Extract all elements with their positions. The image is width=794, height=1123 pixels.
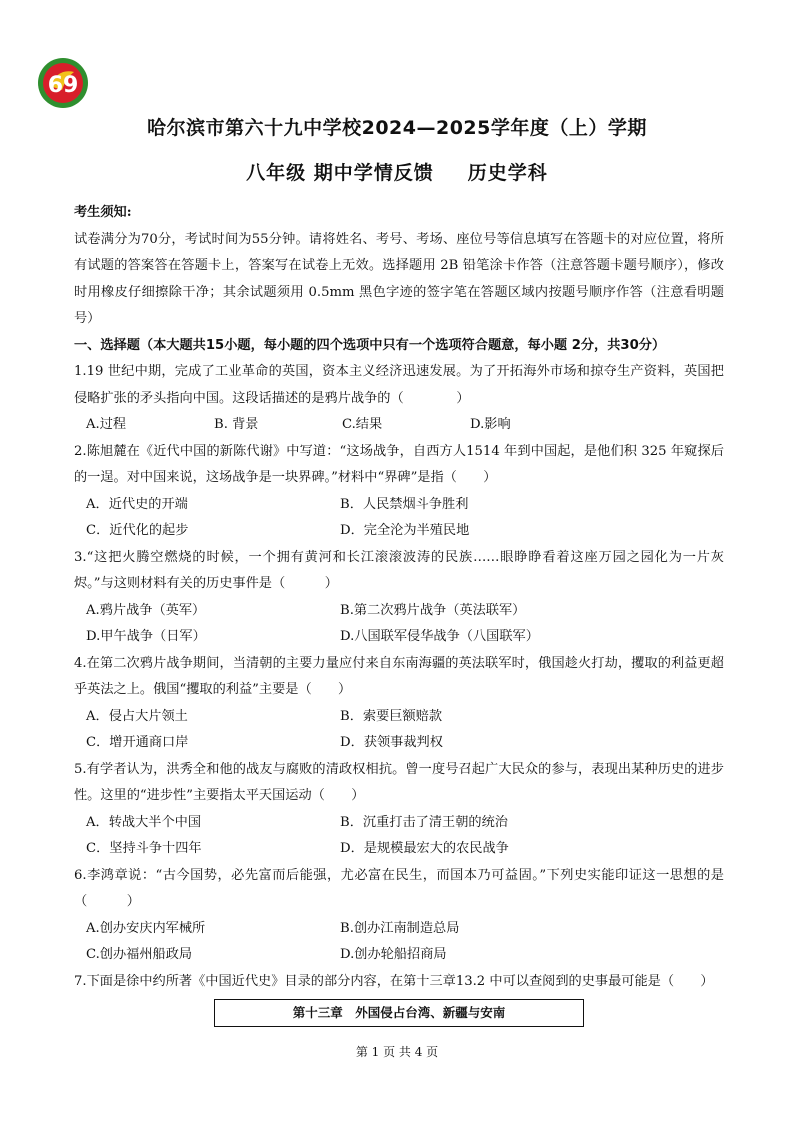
options-row-1 (74, 916, 724, 943)
notice-heading: 考生须知: (74, 205, 132, 220)
question-6 (74, 863, 724, 969)
question-stem: 4.在第二次鸦片战争期间，当清朝的主要力量应付来自东南海疆的英法联军时，俄国趁火打劫，攫取的利益更超乎英法之上。俄国“攫取的利益”主要是（ ） (74, 655, 724, 697)
question-1 (74, 359, 724, 439)
option-c: C．增开通商口岸 (86, 735, 189, 750)
option-a: A.鸦片战争（英军） (86, 602, 206, 618)
option-a: A．近代史的开端 (86, 496, 188, 512)
question-stem: 5.有学者认为，洪秀全和他的战友与腐败的清政权相抗。曾一度号召起广大民众的参与，表现出某种历史的进步性。这里的“进步性”主要指太平天国运动（ ） (74, 761, 724, 803)
question-stem: 2.陈旭麓在《近代中国的新陈代谢》中写道：“这场战争，自西方人1514 年到中国起，是他们积 325 年窥探后的一逞。对中国来说，这场战争是一块界碑。”材料中“界碑”是指（ ） (74, 443, 724, 485)
notice-text: 试卷满分为70分，考试时间为55分钟。请将姓名、考号、考场、座位号等信息填写在答题卡的对应位置，将所有试题的答案答在答题卡上，答案写在试卷上无效。选择题用 2B 铅笔涂卡作答（注意答题卡题号顺序），修改时用橡皮仔细擦除干净；其余试题须用 0.5mm 黑色字迹的签字笔在答题区域内按题号顺序作答（注意看明题号） (74, 231, 724, 326)
option-b: B. 背景 (214, 417, 259, 432)
question-stem: 6.李鸿章说：“古今国势，必先富而后能强，尤必富在民生，而国本乃可益固。”下列史实能印证这一思想的是（ ） (74, 867, 724, 909)
option-d: D．获领事裁判权 (340, 735, 443, 750)
option-b: B.创办江南制造总局 (340, 920, 460, 936)
grade-label: 八年级 期中学情反馈 (246, 162, 434, 184)
option-d: D.影响 (470, 417, 511, 432)
option-b: B．沉重打击了清王朝的统治 (340, 814, 508, 830)
document-title: 哈尔滨市第六十九中学校2024—2025学年度（上）学期 (147, 117, 647, 139)
option-c: C．坚持斗争十四年 (86, 841, 202, 856)
options-row-1 (74, 810, 724, 837)
question-stem: 1.19 世纪中期，完成了工业革命的英国，资本主义经济迅速发展。为了开拓海外市场和掠夺生产资料，英国把侵略扩张的矛头指向中国。这段话描述的是鸦片战争的（ ） (74, 364, 724, 406)
exam-content (74, 200, 724, 1027)
question-stem: 3.“这把火腾空燃烧的时候，一个拥有黄河和长江滚滚波涛的民族……眼睁睁看着这座万园之园化为一片灰烬。”与这则材料有关的历史事件是（ ） (74, 549, 724, 591)
option-d: D．是规模最宏大的农民战争 (340, 841, 509, 856)
option-c: C.创办福州船政局 (86, 947, 193, 962)
options-row-1 (74, 598, 724, 625)
question-4 (74, 651, 724, 757)
options-row-2 (74, 518, 724, 545)
options-row-1 (74, 492, 724, 519)
option-a: A.过程 (86, 417, 127, 432)
svg-text:69: 69 (47, 73, 79, 98)
options-row-2 (74, 730, 724, 757)
question-3 (74, 545, 724, 651)
option-c: C.结果 (342, 417, 383, 432)
option-d: D.创办轮船招商局 (340, 947, 447, 962)
section-title: 一、选择题（本大题共15小题，每小题的四个选项中只有一个选项符合题意，每小题 2分，共30分） (74, 337, 666, 353)
options (74, 412, 724, 439)
option-d: D.八国联军侵华战争（八国联军） (340, 629, 539, 644)
options-row-2 (74, 624, 724, 651)
question-5 (74, 757, 724, 863)
option-a: A.创办安庆内军械所 (86, 920, 206, 936)
document-subtitle (0, 158, 794, 185)
option-a: A．侵占大片领土 (86, 708, 188, 724)
option-a: A．转战大半个中国 (86, 814, 202, 830)
page-number: 第 1 页 共 4 页 (355, 1045, 439, 1059)
option-b: B．人民禁烟斗争胜利 (340, 496, 469, 512)
options-row-2 (74, 942, 724, 969)
question-7 (74, 969, 724, 1028)
subject-label: 历史学科 (467, 162, 548, 184)
question-2 (74, 439, 724, 545)
school-logo (36, 56, 90, 110)
chapter-box: 第十三章 外国侵占台湾、新疆与安南 (214, 999, 584, 1027)
question-stem: 7.下面是徐中约所著《中国近代史》目录的部分内容，在第十三章13.2 中可以查阅到的史事最可能是（ ） (74, 973, 714, 989)
options-row-1 (74, 704, 724, 731)
option-c: C．近代化的起步 (86, 523, 189, 538)
option-c: D.甲午战争（日军） (86, 629, 206, 644)
options-row-2 (74, 836, 724, 863)
option-b: B.第二次鸦片战争（英法联军） (340, 602, 526, 618)
option-b: B．索要巨额赔款 (340, 708, 443, 724)
option-d: D．完全沦为半殖民地 (340, 523, 470, 538)
